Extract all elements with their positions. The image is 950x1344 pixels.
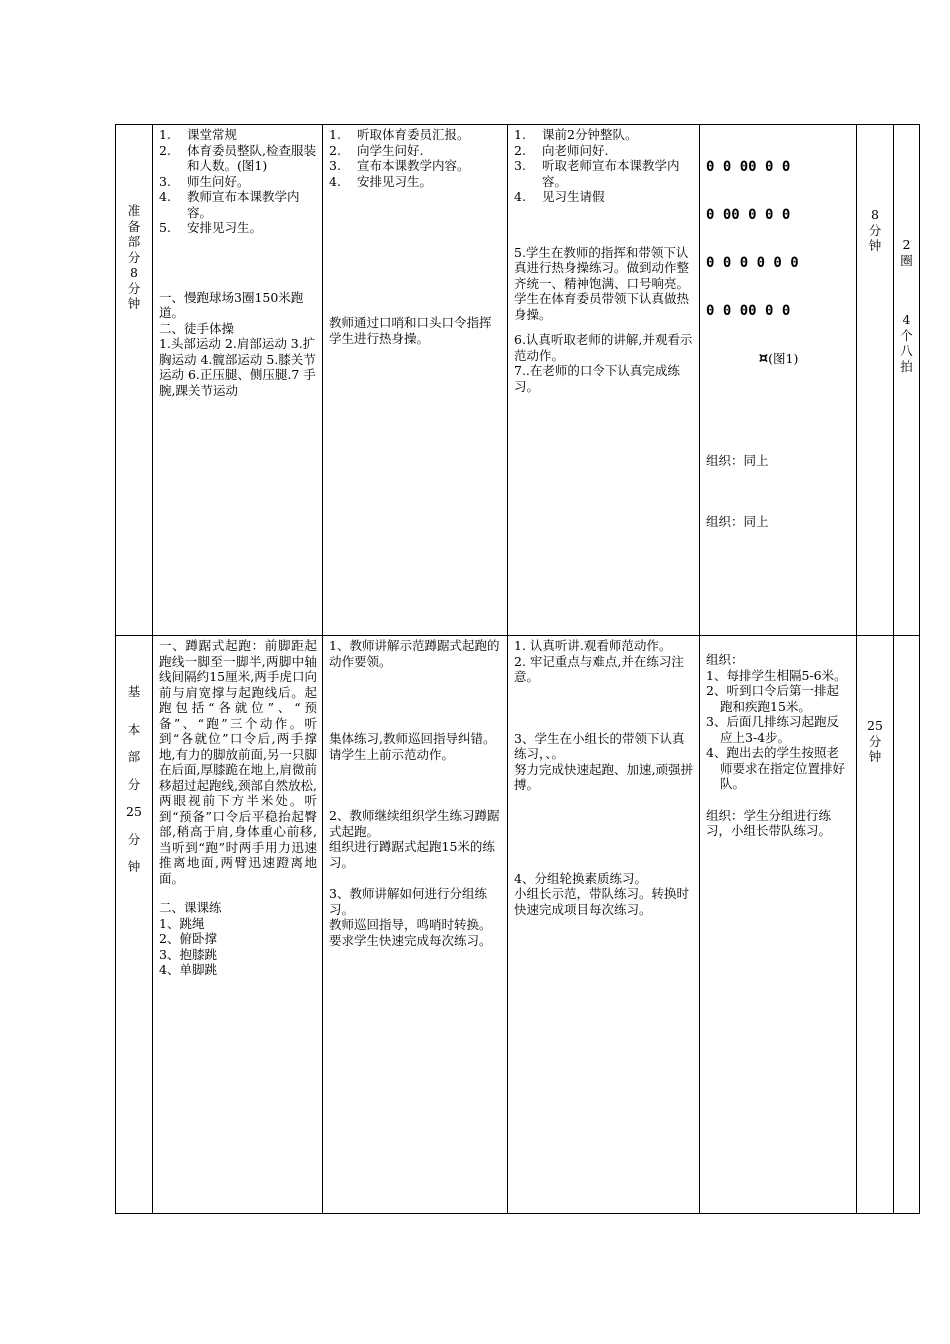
section-preparation-row: [116, 125, 920, 636]
list-item: 3、后面几排练习起跑反应上3-4步。: [706, 714, 839, 745]
organization-note: 组织：同上: [706, 514, 769, 529]
teacher-list: [329, 127, 502, 189]
list-item: 3、抱膝跳: [159, 946, 217, 962]
list-item: 1. 听取体育委员汇报。: [329, 127, 470, 142]
formation-row: 0 0 00 0 0: [706, 303, 791, 319]
daily-practice-list: [159, 916, 317, 978]
list-item: 4. 安排见习生。: [329, 173, 433, 189]
list-item: 3. 宣布本课教学内容。: [329, 158, 470, 173]
formation-caption-line: [706, 351, 851, 367]
student-practice-text: 7..在老师的口令下认真完成练习。: [514, 363, 680, 394]
section-basic-row: [116, 636, 920, 1214]
list-item: 4、跑出去的学生按照老师要求在指定位置排好队。: [706, 745, 846, 791]
list-item: 3. 听取老师宣布本课教学内容。: [514, 158, 680, 189]
section-label-preparation: 准 备 部 分 8 分 钟: [116, 125, 153, 636]
teacher-step: 要求学生快速完成每次练习。: [329, 932, 492, 948]
teacher-step: 3、教师讲解如何进行分组练习。: [329, 886, 487, 917]
list-item: 4、单脚跳: [159, 962, 217, 977]
teacher-step: 集体练习,教师巡回指导纠错。请学生上前示范动作。: [329, 731, 496, 762]
student-watch-text: 6.认真听取老师的讲解,并观看示范动作。: [514, 332, 693, 363]
list-item: 2. 向老师问好.: [514, 142, 609, 158]
formation-diagram: [706, 127, 851, 351]
formation-row: 0 0 00 0 0: [706, 159, 791, 175]
organization-title: 组织：: [706, 652, 744, 667]
warmup-run: 一、慢跑球场3圈150米跑道。: [159, 289, 304, 320]
student-list: [514, 127, 694, 205]
load-cell-basic: [894, 636, 920, 1214]
list-item: 2、听到口令后第一排起跑和疾跑15米。: [706, 683, 839, 714]
content-cell-basic: [153, 636, 323, 1214]
formation-row: 0 0 0 0 0 0: [706, 255, 799, 271]
teacher-position-icon: ¤: [758, 349, 769, 367]
list-item: 2. 体育委员整队,检查服装和人数。(图1): [159, 142, 316, 173]
teacher-warmup-text: 教师通过口哨和口头口令指挥学生进行热身操。: [329, 315, 492, 346]
student-step: 小组长示范，带队练习。转换时快速完成项目每次练习。: [514, 886, 690, 917]
list-item: 2、俯卧撑: [159, 931, 217, 946]
organization-list: [706, 668, 851, 792]
figure-caption: (图1): [768, 351, 799, 366]
lesson-plan-table: [115, 124, 920, 1214]
list-item: 3. 师生问好。: [159, 173, 250, 189]
student-step: 2. 牢记重点与难点,并在练习注意。: [514, 653, 684, 684]
warmup-title: 二、徒手体操: [159, 320, 235, 336]
student-step: 1. 认真听讲.观看师范动作。: [514, 638, 672, 653]
formation-row: 0 00 0 0 0: [706, 207, 791, 223]
organization-cell-basic: [700, 636, 857, 1214]
time-cell-preparation: 8 分 钟: [857, 125, 894, 636]
list-item: 1. 课堂常规: [159, 127, 238, 142]
student-step: 4、分组轮换素质练习。: [514, 870, 647, 886]
organization-cell-preparation: [700, 125, 857, 636]
student-warmup-text: 5.学生在教师的指挥和带领下认真进行热身操练习。做到动作整齐统一、精神饱满、口号响亮。学生在体育委员带领下认真做热身操。: [514, 244, 690, 322]
student-cell-preparation: [508, 125, 700, 636]
load-cell-preparation: 2 圈 4 个 八 拍: [894, 125, 920, 636]
teacher-step: 组织进行蹲踞式起跑15米的练习。: [329, 839, 495, 870]
time-cell-basic: 25 分 钟: [857, 636, 894, 1214]
daily-practice-title: 二、课课练: [159, 900, 222, 915]
student-step: 努力完成快速起跑、加速,顽强拼搏。: [514, 761, 693, 792]
list-item: 5. 安排见习生。: [159, 220, 263, 235]
list-item: 2. 向学生问好.: [329, 142, 424, 158]
routine-list: [159, 127, 317, 236]
list-item: 1、每排学生相隔5-6米。: [706, 667, 847, 683]
teacher-step: 2、教师继续组织学生练习蹲踞式起跑。: [329, 808, 500, 839]
list-item: 4. 见习生请假: [514, 189, 605, 204]
list-item: 1. 课前2分钟整队。: [514, 127, 638, 142]
crouch-start-description: 一、蹲踞式起跑：前脚距起跑线一脚至一脚半,两脚中轴线间隔约15厘米,两手虎口向前与肩宽撑与起跑线后。起跑包括“各就位”、“预备”、“跑”三个动作。听到“各就位”口令后,两手撑地,有力的脚放前面,另一只脚在后面,厚膝跪在地上,肩微前移超过起跑线,颈部自然放松,两眼视前下方半米处。听到“预备”口令后平稳抬起臀部,稍高于肩,身体重心前移,当听到“跑”时两手用力迅速推离地面,两臂迅速蹬离地面。: [159, 638, 317, 886]
section-label-basic: 基 本 部 分 25 分 钟: [116, 636, 153, 1214]
warmup-exercises: 1.头部运动 2.肩部运动 3.扩胸运动 4.髋部运动 5.膝关节运动 6.正压腿、侧压腿.7 手腕,踝关节运动: [159, 336, 316, 398]
list-item: 4. 教师宣布本课教学内容。: [159, 189, 300, 220]
student-cell-basic: [508, 636, 700, 1214]
teacher-step: 1、教师讲解示范蹲踞式起跑的动作要领。: [329, 638, 500, 669]
teacher-cell-preparation: [323, 125, 508, 636]
organization-note: 组织：学生分组进行练习，小组长带队练习。: [706, 807, 832, 838]
content-cell-preparation: [153, 125, 323, 636]
teacher-step: 教师巡回指导，鸣哨时转换。: [329, 917, 492, 932]
list-item: 1、跳绳: [159, 915, 205, 931]
organization-note: 组织：同上: [706, 452, 769, 468]
student-step: 3、学生在小组长的带领下认真练习，、。: [514, 730, 685, 761]
teacher-cell-basic: [323, 636, 508, 1214]
